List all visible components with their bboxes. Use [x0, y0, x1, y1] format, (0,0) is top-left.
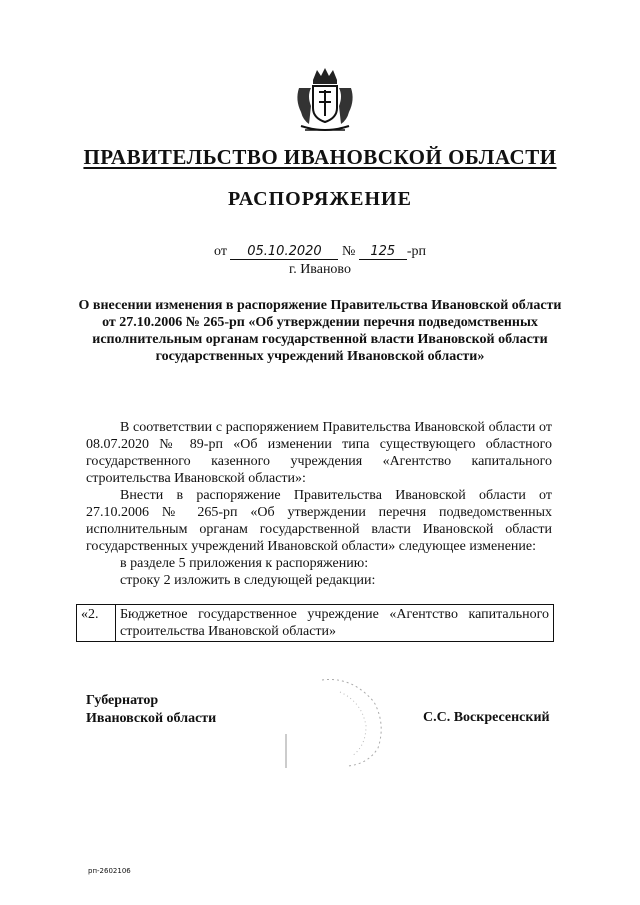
date-prefix: от	[214, 244, 227, 259]
signatory-name: С.С. Воскресенский	[423, 710, 550, 725]
document-title: О внесении изменения в распоряжение Правительства Ивановской области от 27.10.2006 № 265-рп «Об утверждении перечня подведомственных исполнительным органам государственной власти Ивановской области государственных учреждений Ивановской области»	[78, 298, 562, 364]
row-text-cell: Бюджетное государственное учреждение «Агентство капитального строительства Ивановской области»	[116, 605, 554, 642]
paragraph-amend: Внести в распоряжение Правительства Ивановской области от 27.10.2006 № 265-рп «Об утверждении перечня подведомственных исполнительным органам государственной власти Ивановской области государственных учреждений Ивановской области» следующее изменение:	[86, 488, 552, 554]
table-row	[77, 605, 554, 642]
document-number: 125	[359, 244, 407, 260]
document-date: 05.10.2020	[230, 244, 338, 260]
paragraph-section: в разделе 5 приложения к распоряжению:	[120, 556, 369, 571]
signatory-position	[86, 692, 216, 728]
position-line-1: Губернатор	[86, 693, 159, 708]
row-number-cell: «2.	[77, 605, 116, 642]
amendment-table	[76, 604, 554, 642]
position-line-2: Ивановской области	[86, 711, 217, 726]
paragraph-basis: В соответствии с распоряжением Правительства Ивановской области от 08.07.2020 № 89-рп «Об изменении типа существующего областного государственного казенного учреждения «Агентство капитального строительства Ивановской области»:	[86, 420, 552, 486]
footer-code: рп-2602106	[88, 867, 131, 875]
document-body	[86, 419, 552, 589]
number-label: №	[341, 244, 356, 259]
stamp-icon	[282, 672, 392, 772]
city: г. Иваново	[289, 262, 351, 277]
date-number-line	[0, 244, 640, 260]
paragraph-row: строку 2 изложить в следующей редакции:	[120, 573, 376, 588]
organization-name: ПРАВИТЕЛЬСТВО ИВАНОВСКОЙ ОБЛАСТИ	[83, 145, 557, 169]
coat-of-arms-icon	[293, 66, 357, 136]
number-suffix: -рп	[406, 244, 426, 259]
document-type: РАСПОРЯЖЕНИЕ	[228, 188, 412, 210]
